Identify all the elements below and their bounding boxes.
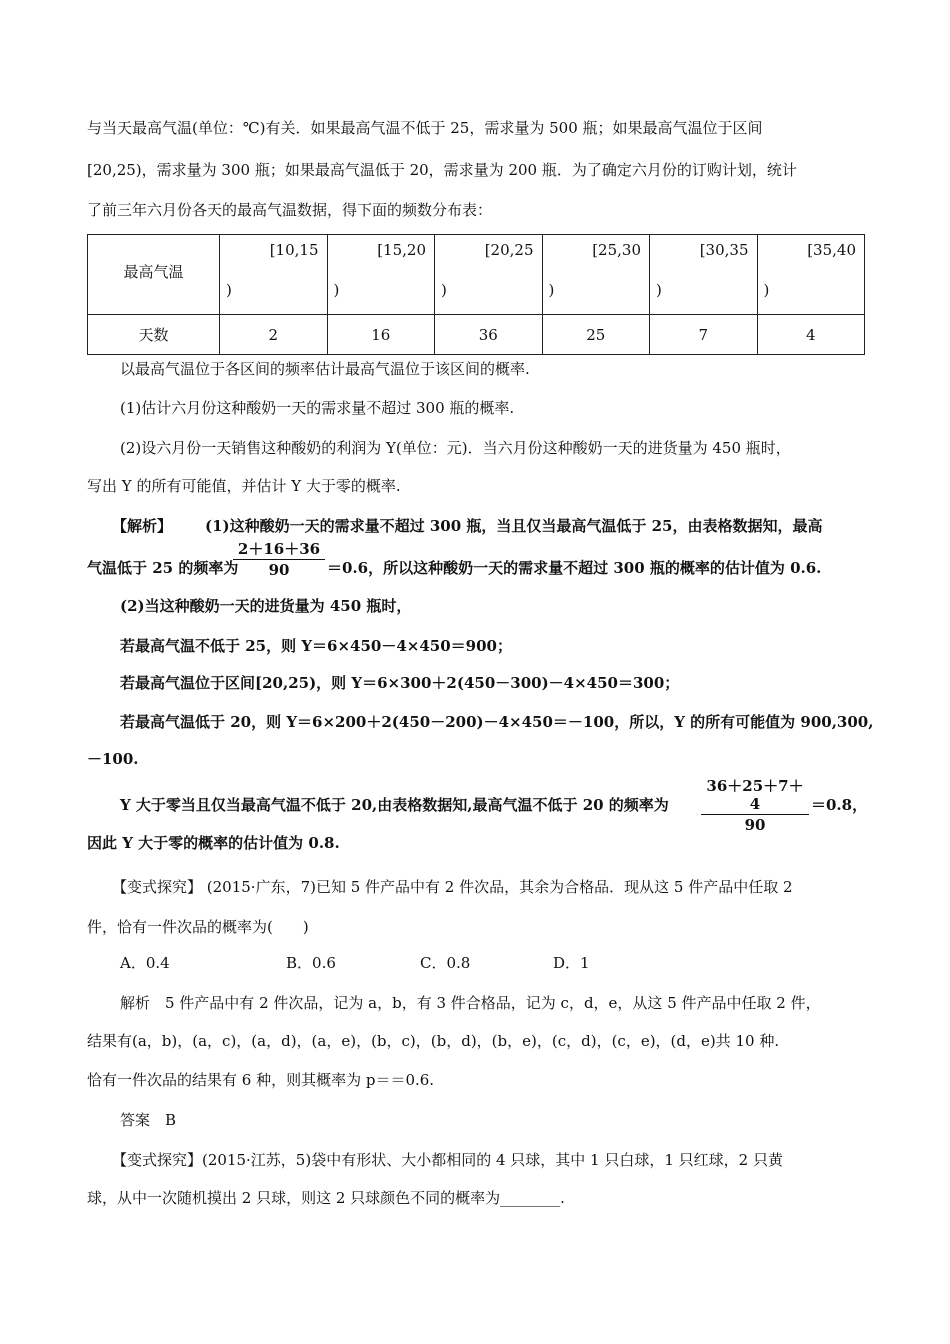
- solution-line-9: 因此 Y 大于零的概率的估计值为 0.8.: [87, 834, 340, 852]
- table-cell-interval: [10,15 ): [220, 235, 328, 315]
- option-b: B．0.6: [286, 954, 336, 972]
- solution-label: 【解析】: [112, 517, 173, 535]
- analysis-line-1: 解析 5 件产品中有 2 件次品，记为 a，b，有 3 件合格品，记为 c，d，e，从这 5 件产品中任取 2 件，: [120, 994, 821, 1012]
- fraction-1-denominator: 90: [268, 561, 290, 579]
- solution-line-2b: ＝0.6，所以这种酸奶一天的需求量不超过 300 瓶的概率的估计值为 0.6.: [327, 559, 822, 577]
- solution-line-2a: 气温低于 25 的频率为: [87, 559, 239, 577]
- table-cell-interval: [30,35 ): [650, 235, 758, 315]
- table-cell-days: 16: [327, 315, 435, 355]
- table-cell-interval: [20,25 ): [435, 235, 543, 315]
- fraction-2-numerator: 36＋25＋7＋4: [701, 777, 809, 815]
- table-cell-interval: [15,20 ): [327, 235, 435, 315]
- table-cell-interval: [25,30 ): [542, 235, 650, 315]
- fraction-1-numerator: 2＋16＋36: [233, 540, 325, 560]
- fraction-1: [233, 540, 325, 579]
- variant-1-line-1: 【变式探究】 (2015·广东，7)已知 5 件产品中有 2 件次品，其余为合格品．现从这 5 件产品中任取 2: [112, 878, 793, 896]
- solution-line-7: －100.: [87, 750, 139, 768]
- problem-line-1: 与当天最高气温(单位：℃)有关．如果最高气温不低于 25，需求量为 500 瓶；如果最高气温位于区间: [87, 119, 763, 137]
- question-1: (1)估计六月份这种酸奶一天的需求量不超过 300 瓶的概率.: [120, 399, 515, 417]
- fraction-2-denominator: 90: [744, 816, 766, 834]
- table-row-temperature: [88, 235, 865, 315]
- problem-line-3: 了前三年六月份各天的最高气温数据，得下面的频数分布表：: [87, 201, 493, 219]
- question-2: (2)设六月份一天销售这种酸奶的利润为 Y(单位：元)．当六月份这种酸奶一天的进货量为 450 瓶时，: [120, 439, 791, 457]
- variant-2-line-1: 【变式探究】(2015·江苏，5)袋中有形状、大小都相同的 4 只球，其中 1 只白球，1 只红球，2 只黄: [112, 1151, 783, 1169]
- problem-note: 以最高气温位于各区间的频率估计最高气温位于该区间的概率.: [120, 360, 530, 378]
- analysis-line-3: 恰有一件次品的结果有 6 种，则其概率为 p＝＝0.6.: [87, 1071, 435, 1089]
- option-a: A．0.4: [120, 954, 170, 972]
- table-row-days: [88, 315, 865, 355]
- solution-line-8b: ＝0.8，: [811, 796, 868, 814]
- answer-line: 答案 B: [120, 1111, 177, 1129]
- solution-line-5: 若最高气温位于区间[20,25)，则 Y＝6×300＋2(450－300)－4×450＝300；: [120, 674, 680, 692]
- table-cell-days: 4: [757, 315, 865, 355]
- solution-line-6: 若最高气温低于 20，则 Y＝6×200＋2(450－200)－4×450＝－100，所以，Y 的所有可能值为 900,300,: [120, 713, 874, 731]
- table-cell-days: 2: [220, 315, 328, 355]
- question-2-cont: 写出 Y 的所有可能值，并估计 Y 大于零的概率.: [87, 477, 401, 495]
- table-header-temperature: 最高气温: [88, 235, 220, 315]
- table-cell-interval: [35,40 ): [757, 235, 865, 315]
- frequency-table: [87, 234, 865, 355]
- table-header-days: 天数: [88, 315, 220, 355]
- variant-1-line-2: 件，恰有一件次品的概率为( ): [87, 918, 309, 936]
- solution-line-8a: Y 大于零当且仅当最高气温不低于 20,由表格数据知,最高气温不低于 20 的频率为: [120, 796, 669, 814]
- option-d: D．1: [553, 954, 590, 972]
- table-cell-days: 36: [435, 315, 543, 355]
- analysis-line-2: 结果有(a，b)，(a，c)，(a，d)，(a，e)，(b，c)，(b，d)，(b，e)，(c，d)，(c，e)，(d，e)共 10 种.: [87, 1032, 780, 1050]
- solution-line-1: (1)这种酸奶一天的需求量不超过 300 瓶，当且仅当最高气温低于 25，由表格数据知，最高: [205, 517, 823, 535]
- table-cell-days: 25: [542, 315, 650, 355]
- option-c: C．0.8: [420, 954, 471, 972]
- fraction-2: [701, 777, 809, 834]
- problem-line-2: [20,25)，需求量为 300 瓶；如果最高气温低于 20，需求量为 200 瓶．为了确定六月份的订购计划，统计: [87, 161, 797, 179]
- solution-line-3: (2)当这种酸奶一天的进货量为 450 瓶时，: [120, 597, 412, 615]
- table-cell-days: 7: [650, 315, 758, 355]
- variant-2-line-2: 球，从中一次随机摸出 2 只球，则这 2 只球颜色不同的概率为________.: [87, 1189, 565, 1207]
- solution-line-4: 若最高气温不低于 25，则 Y＝6×450－4×450＝900；: [120, 637, 512, 655]
